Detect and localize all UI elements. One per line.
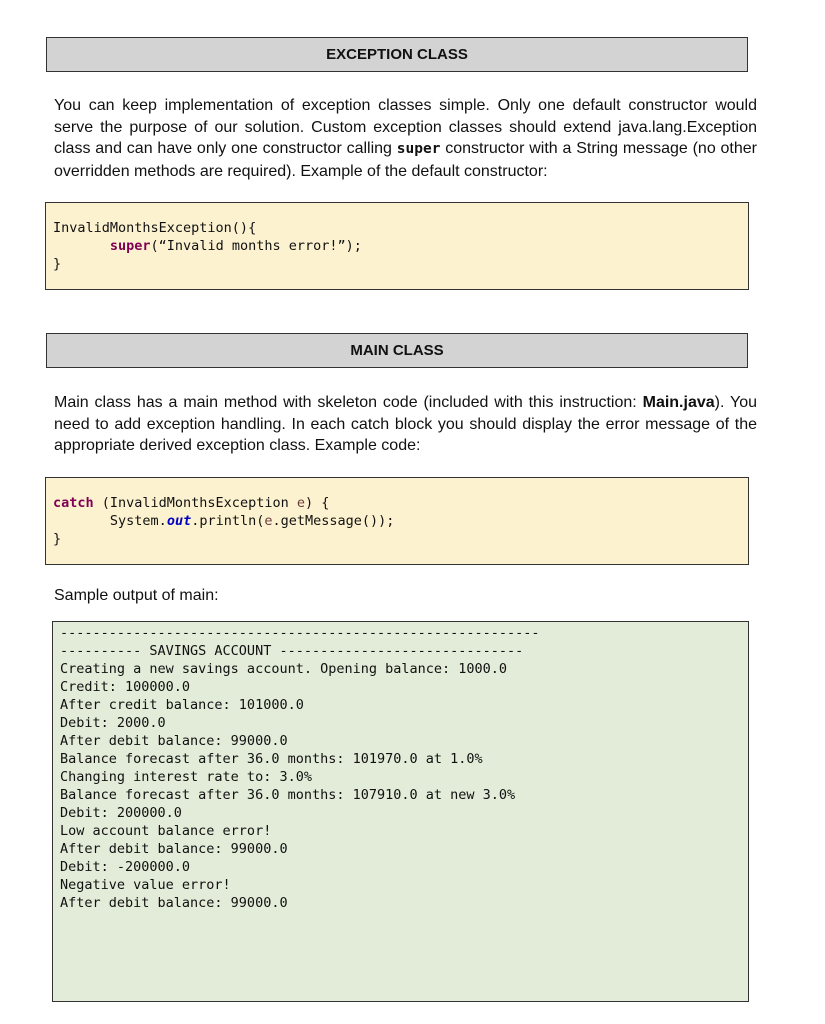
output-line: Balance forecast after 36.0 months: 107910.0 at new 3.0% bbox=[60, 787, 516, 803]
code-catch-mid: (InvalidMonthsException bbox=[93, 495, 297, 511]
output-line: Negative value error! bbox=[60, 877, 231, 893]
sample-output-console bbox=[52, 621, 749, 1002]
code-catch-close: } bbox=[53, 531, 62, 547]
code-line-1: InvalidMonthsException(){ bbox=[53, 220, 257, 236]
output-line: ----------------------------------------------------------- bbox=[60, 625, 540, 641]
exception-class-description bbox=[54, 95, 757, 182]
main-desc-text-1: Main class has a main method with skeleton code (included with this instruction: bbox=[54, 394, 643, 411]
exception-desc-text-1: You can keep implementation of exception classes simple. Only one default constructor would serve the purpose of our solution. Custom exception classes should extend java.lang.Exception class and can have only one constructor calling bbox=[54, 97, 757, 157]
output-line: Credit: 100000.0 bbox=[60, 679, 191, 695]
main-class-description bbox=[54, 392, 757, 457]
code-out-field: out bbox=[166, 513, 192, 529]
output-line: Debit: 2000.0 bbox=[60, 715, 166, 731]
output-line: Low account balance error! bbox=[60, 823, 272, 839]
code-catch-end: ) { bbox=[304, 495, 330, 511]
output-line: Debit: -200000.0 bbox=[60, 859, 191, 875]
output-line: After debit balance: 99000.0 bbox=[60, 895, 288, 911]
catch-code-block bbox=[45, 477, 749, 565]
sample-output-label: Sample output of main: bbox=[54, 587, 219, 604]
code-indent bbox=[53, 238, 110, 254]
code-println-var: e bbox=[264, 513, 273, 529]
code-println: .println( bbox=[191, 513, 265, 529]
exception-class-title: EXCEPTION CLASS bbox=[326, 46, 468, 63]
output-line: Debit: 200000.0 bbox=[60, 805, 182, 821]
constructor-code-block bbox=[45, 202, 749, 290]
output-line: After debit balance: 99000.0 bbox=[60, 841, 288, 857]
main-java-filename: Main.java bbox=[642, 394, 715, 411]
output-line: Creating a new savings account. Opening balance: 1000.0 bbox=[60, 661, 508, 677]
output-line: ---------- SAVINGS ACCOUNT ------------------------------ bbox=[60, 643, 524, 659]
code-indent-2 bbox=[53, 513, 110, 529]
output-line: Balance forecast after 36.0 months: 101970.0 at 1.0% bbox=[60, 751, 483, 767]
main-class-title: MAIN CLASS bbox=[350, 342, 444, 359]
exception-desc-text-2: constructor with a String message (no other overridden methods are required). Example of the default constructor: bbox=[54, 140, 758, 180]
super-keyword: super bbox=[396, 141, 441, 157]
main-desc-text-2: ). You need to add exception handling. In each catch block you should display the error message of the appropriate derived exception class. Example code: bbox=[54, 394, 757, 454]
main-class-header bbox=[46, 333, 748, 368]
output-line: After credit balance: 101000.0 bbox=[60, 697, 304, 713]
output-line: Changing interest rate to: 3.0% bbox=[60, 769, 312, 785]
code-super-keyword: super bbox=[109, 238, 151, 254]
code-getmessage: .getMessage()); bbox=[272, 513, 395, 529]
code-catch-var: e bbox=[296, 495, 305, 511]
exception-class-header bbox=[46, 37, 748, 72]
output-line: After debit balance: 99000.0 bbox=[60, 733, 288, 749]
code-system: System. bbox=[109, 513, 167, 529]
code-super-args: (“Invalid months error!”); bbox=[150, 238, 362, 254]
code-line-3: } bbox=[53, 256, 62, 272]
code-catch-keyword: catch bbox=[53, 495, 94, 511]
